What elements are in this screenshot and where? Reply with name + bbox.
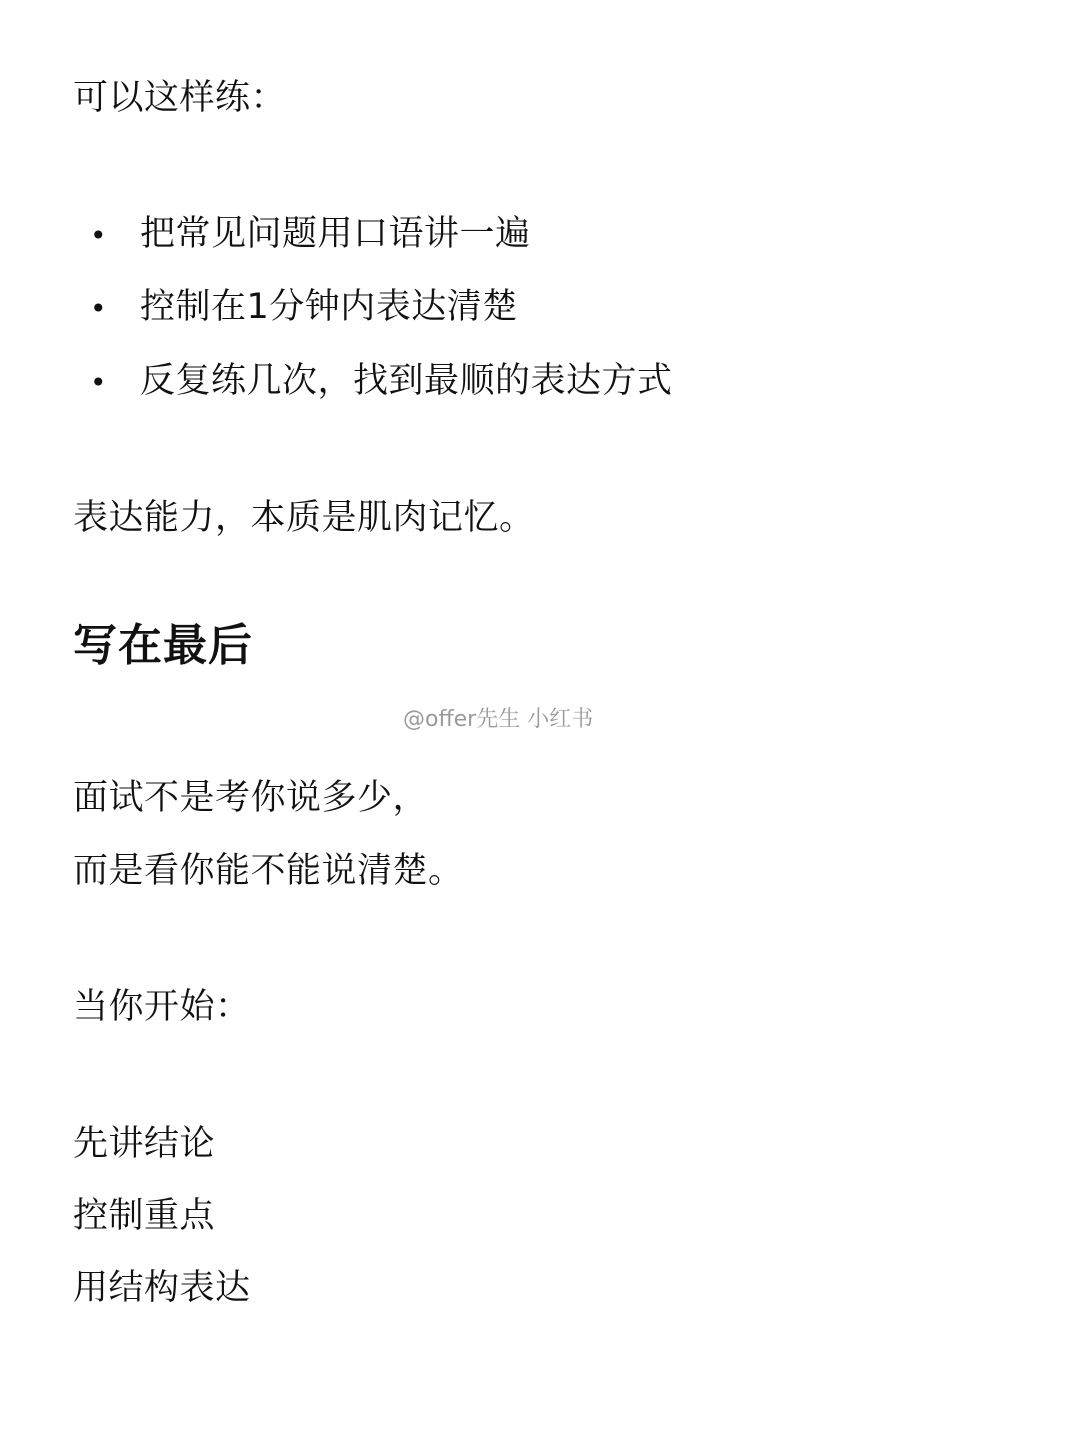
step-item: 控制重点: [73, 1196, 216, 1236]
bullet-icon: •: [90, 366, 108, 399]
step-item: 用结构表达: [73, 1268, 251, 1308]
list-item-text: 控制在1分钟内表达清楚: [140, 287, 518, 327]
step-item: 先讲结论: [73, 1124, 216, 1164]
section-heading: 写在最后: [73, 620, 253, 671]
list-item: [90, 359, 673, 405]
closing-line: 面试不是考你说多少，: [73, 778, 429, 818]
list-item: [90, 285, 518, 331]
list-item-text: 把常见问题用口语讲一遍: [140, 214, 531, 254]
conclusion-text: 表达能力，本质是肌肉记忆。: [73, 498, 535, 538]
list-item: [90, 212, 531, 258]
intro-text: 可以这样练：: [73, 78, 287, 118]
when-start-text: 当你开始：: [73, 987, 251, 1027]
bullet-icon: •: [90, 219, 108, 252]
watermark: @offer先生 小红书: [403, 707, 594, 732]
closing-line: 而是看你能不能说清楚。: [73, 851, 464, 891]
bullet-icon: •: [90, 292, 108, 325]
list-item-text: 反复练几次，找到最顺的表达方式: [140, 361, 673, 401]
